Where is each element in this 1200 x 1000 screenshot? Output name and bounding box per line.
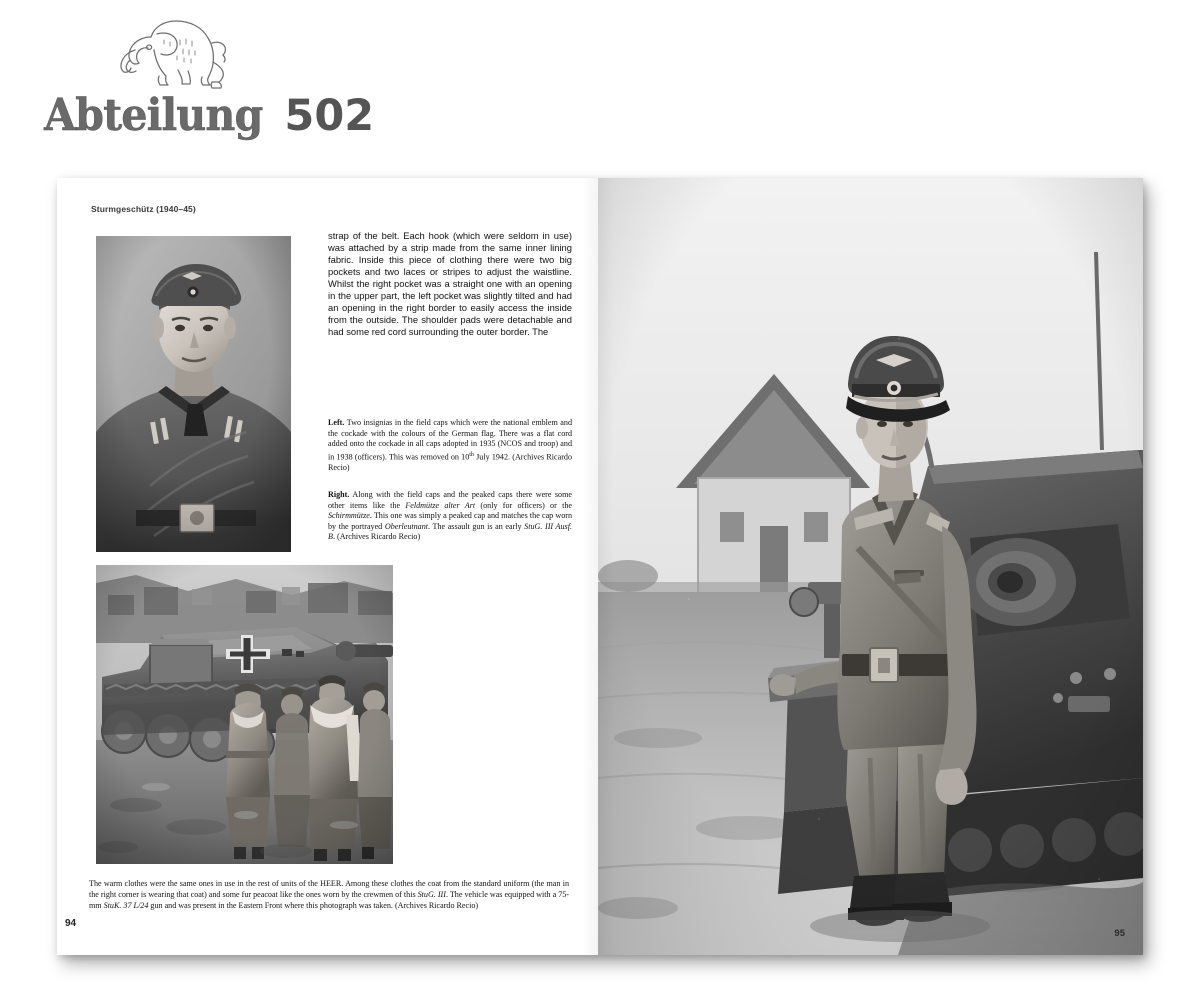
section-title: Sturmgeschütz (1940–45) <box>91 204 196 214</box>
caption-right-t4: . The assault gun is an early <box>428 521 525 531</box>
bottom-caption-i2: StuK. 37 L/24 <box>103 901 149 911</box>
caption-right-t2: (only for officers) or the <box>475 500 572 510</box>
body-text-column <box>328 230 572 338</box>
caption-left-text-end: July 1942. (Archives Ricardo Recio) <box>328 452 572 473</box>
officer-photo <box>598 178 1143 955</box>
caption-right-i3: Oberleutnant <box>384 521 429 531</box>
bottom-caption-i1: StuG. III <box>417 890 446 900</box>
caption-left-text: Two insignias in the field caps which were the national emblem and the cockade with the colours of the German flag. There was a flat cord added onto the cockade in all caps adopted in 1935 (NCOS and troop) and in 1938 (officers). This was removed on 10 <box>328 418 572 462</box>
bottom-caption <box>89 878 569 912</box>
bottom-caption-t2: . The vehicle was equipped with a 75-mm <box>89 890 569 911</box>
bottom-caption-t3: gun and was present in the Eastern Front where this photograph was taken. (Archives Ricardo Recio) <box>148 901 479 911</box>
caption-right <box>328 490 572 543</box>
caption-right-t3: . This one was simply a peaked cap and matches the cap worn by the portrayed <box>328 511 572 531</box>
body-paragraph: strap of the belt. Each hook (which were seldom in use) was attached by a strip made from the same inner lining fabric. Inside this piece of clothing there were two big pockets and two laces or stripes to adjust the waistline. Whilst the right pocket was a straight one with an opening in the upper part, the left pocket was slightly tilted and had an opening in the right border to easily access the inside from the outside. The shoulder pads were detachable and had some red cord surrounding the outer border. The <box>328 230 572 337</box>
caption-right-i4: StuG. III Ausf. B <box>328 521 572 542</box>
book-spread <box>57 178 1143 955</box>
bottom-caption-t1: The warm clothes were the same ones in use in the rest of units of the HEER. Among these clothes the coat from the standard uniform (the man in the right corner is wearing that coat) and some fur peacoat like the ones worn by the crewmen of this <box>89 879 569 900</box>
logo-wordmark-text: Abteilung <box>44 90 263 141</box>
publisher-logo <box>44 6 375 156</box>
mammoth-icon <box>102 10 242 94</box>
right-page <box>598 178 1143 955</box>
caption-left-superscript: th <box>469 451 474 458</box>
portrait-photo <box>96 236 291 552</box>
caption-left <box>328 418 572 474</box>
caption-right-i1: Feldmütze alter Art <box>405 500 476 510</box>
caption-right-lead: Right. <box>328 490 350 499</box>
caption-right-t1: Along with the field caps and the peaked caps there were some other items like the <box>328 490 572 510</box>
caption-right-i2: Schirmmütze <box>328 511 370 521</box>
page-number-right: 95 <box>1114 928 1125 939</box>
left-page <box>57 178 598 955</box>
logo-wordmark <box>44 90 375 141</box>
caption-left-lead: Left. <box>328 418 345 427</box>
caption-right-t5: . (Archives Ricardo Recio) <box>332 532 421 542</box>
logo-number-text: 502 <box>284 91 375 141</box>
group-photo <box>96 565 393 864</box>
page-number-left: 94 <box>65 918 77 929</box>
